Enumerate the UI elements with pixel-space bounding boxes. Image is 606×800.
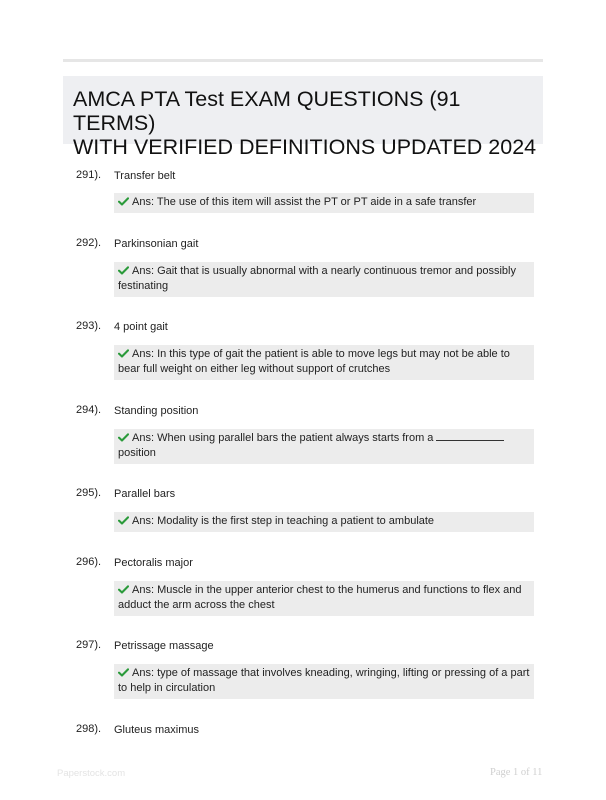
page-indicator: Page 1 of 11	[490, 767, 543, 778]
question-number: 297).	[76, 639, 102, 651]
question-number: 295).	[76, 487, 102, 499]
answer-text: Ans: The use of this item will assist the PT or PT aide in a safe transfer	[132, 196, 477, 208]
question-term: Parkinsonian gait	[114, 238, 199, 250]
answer-text: Ans: type of massage that involves kneading, wringing, lifting or pressing of a part to help in circulation	[118, 667, 530, 694]
top-divider	[63, 59, 543, 62]
question-term: Gluteus maximus	[114, 724, 199, 736]
page-title	[73, 87, 543, 159]
answer-box	[114, 262, 534, 297]
question-term: Transfer belt	[114, 170, 176, 182]
answer-text-end: position	[118, 447, 156, 459]
answer-text: Ans: Modality is the first step in teaching a patient to ambulate	[132, 515, 435, 527]
answer-box	[114, 193, 534, 213]
check-icon	[118, 668, 129, 677]
question-number: 291).	[76, 169, 102, 181]
title-banner	[63, 76, 543, 159]
check-icon	[118, 197, 129, 206]
question-term: Petrissage massage	[114, 640, 214, 652]
answer-box	[114, 429, 534, 464]
question-number: 294).	[76, 404, 102, 416]
answer-box	[114, 664, 534, 699]
question-number: 292).	[76, 237, 102, 249]
question-number: 298).	[76, 723, 102, 735]
answer-text: Ans: Muscle in the upper anterior chest to the humerus and functions to flex and adduct the arm across the chest	[118, 584, 522, 611]
answer-text: Ans: Gait that is usually abnormal with a nearly continuous tremor and possibly festinating	[118, 265, 516, 292]
question-term: Standing position	[114, 405, 199, 417]
question-term: Parallel bars	[114, 488, 176, 500]
footer-watermark: Paperstock.com	[57, 768, 126, 779]
question-term: 4 point gait	[114, 321, 168, 333]
check-icon	[118, 266, 129, 275]
answer-box	[114, 581, 534, 616]
check-icon	[118, 516, 129, 525]
answer-text: Ans: When using parallel bars the patient always starts from a	[132, 432, 434, 444]
question-number: 293).	[76, 320, 102, 332]
fill-in-blank	[436, 432, 504, 441]
check-icon	[118, 585, 129, 594]
title-line-1: AMCA PTA Test EXAM QUESTIONS (91 TERMS)	[73, 87, 461, 135]
check-icon	[118, 349, 129, 358]
answer-text: Ans: In this type of gait the patient is able to move legs but may not be able to bear full weight on either leg without support of crutches	[118, 348, 510, 375]
answer-box	[114, 512, 534, 532]
answer-box	[114, 345, 534, 380]
question-number: 296).	[76, 556, 102, 568]
check-icon	[118, 433, 129, 442]
question-term: Pectoralis major	[114, 557, 193, 569]
title-line-2: WITH VERIFIED DEFINITIONS UPDATED 2024	[73, 135, 537, 159]
